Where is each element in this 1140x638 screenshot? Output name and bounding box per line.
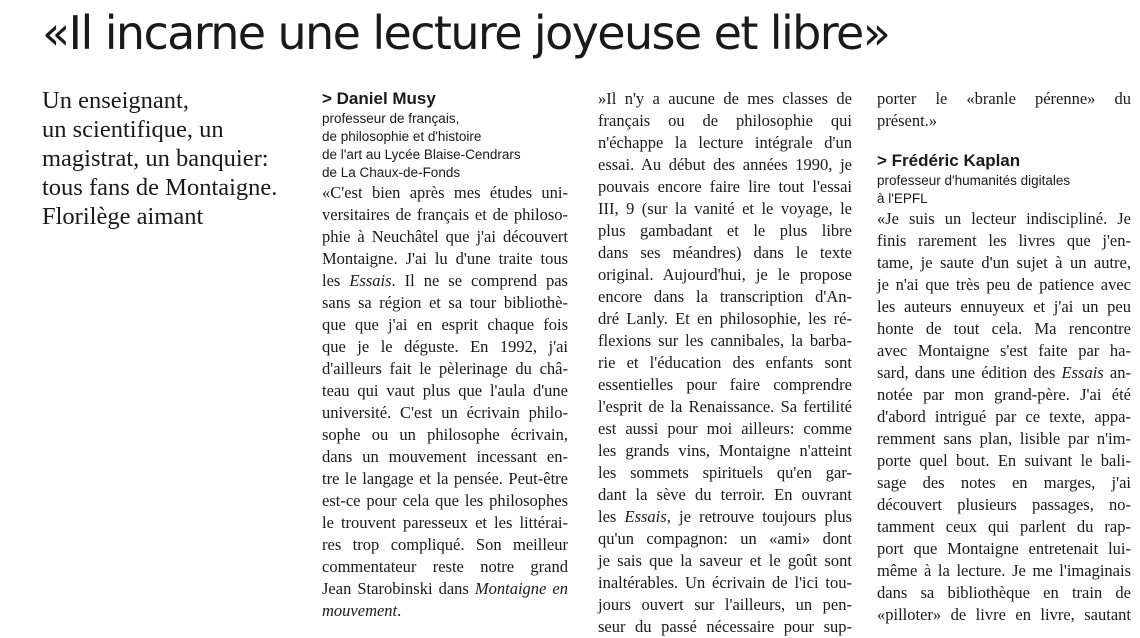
body-line: dans sa bibliothèque en train de [877, 583, 1131, 602]
author-role-line: de philosophie et d'histoire [322, 129, 482, 144]
body-line: dans un mouvement incessant en- [322, 447, 568, 466]
body-text: . Il ne se comprend pas [391, 271, 568, 290]
body-line [322, 270, 568, 292]
body-line: porte quel bout. En suivant le bali- [877, 451, 1131, 470]
body-line: «pilloter» de livre en livre, sautant [877, 605, 1131, 624]
lede-line: Un enseignant, [42, 87, 189, 114]
book-title: mouvement [322, 601, 398, 620]
body-line: présent.» [877, 111, 938, 130]
spacer [877, 132, 1131, 150]
body-line: jours ouvert sur l'ailleurs, un pen- [598, 595, 852, 614]
body-text: , je retrouve toujours plus [666, 507, 852, 526]
body-line: »Il n'y a aucune de mes classes de [598, 89, 852, 108]
body-line: Montaigne. J'ai lu d'une traite tous [322, 249, 568, 268]
author-name: > Frédéric Kaplan [877, 151, 1021, 170]
book-title: Essais [624, 507, 667, 526]
body-line: «Je suis un lecteur indiscipliné. Je [877, 209, 1131, 228]
body-line: commentateur reste notre grand [322, 557, 568, 576]
body-line: je sais que la saveur et le goût sont [598, 551, 852, 570]
author-name: > Daniel Musy [322, 89, 436, 108]
body-line: que je le déguste. En 1992, j'ai [322, 337, 568, 356]
body-line: rie et l'éducation des enfants sont [598, 353, 852, 372]
body-line: inaltérables. Un écrivain de l'ici tou- [598, 573, 852, 592]
body-line: avec Montaigne s'est faite par ha- [877, 341, 1131, 360]
body-line: essai. Au début des années 1990, je [598, 155, 852, 174]
body-line: encore dans la transcription d'An- [598, 287, 852, 306]
lede-line: magistrat, un banquier: [42, 145, 269, 172]
book-title: Montaigne en [474, 579, 569, 598]
body-line: d'ailleurs fait le pèlerinage du châ- [322, 359, 568, 378]
body-text: . [397, 601, 402, 620]
body-line: III, 9 (sur la vanité et le voyage, le [598, 199, 852, 218]
body-line: versitaires de français et de philoso- [322, 205, 568, 224]
lede [42, 86, 312, 231]
body-line: essentielles pour faire comprendre [598, 375, 852, 394]
book-title: Essais [349, 271, 392, 290]
author-role-line: de La Chaux-de-Fonds [322, 165, 461, 180]
body-line: remment sans plan, lisible par n'im- [877, 429, 1131, 448]
body-line: même à la lecture. Je me l'imaginais [877, 561, 1131, 580]
body-line: tre le langage et la pensée. Peut-être [322, 469, 568, 488]
body-line: dans ses méandres) dans le texte [598, 243, 852, 262]
book-title: Essais [1061, 363, 1104, 382]
body-line: sans sa région et sa tour bibliothè- [322, 293, 568, 312]
body-line: l'esprit de la Renaissance. Sa fertilité [598, 397, 852, 416]
column-frederic-kaplan [877, 88, 1131, 626]
body-line [877, 362, 1131, 384]
body-text: les [322, 271, 350, 290]
body-line: tamment ceux qui parlent du rap- [877, 517, 1131, 536]
body-line: «C'est bien après mes études uni- [322, 183, 568, 202]
lede-line: tous fans de Montaigne. [42, 174, 278, 201]
headline: «Il incarne une lecture joyeuse et libre» [42, 6, 890, 60]
body-text: Jean Starobinski dans [322, 579, 475, 598]
body-line: université. C'est un écrivain philo- [322, 403, 568, 422]
body-line: sage des notes en marges, j'ai [877, 473, 1131, 492]
column-daniel-musy [322, 88, 568, 622]
body-line [322, 600, 568, 622]
body-line: teau qui vaut plus que l'aula d'une [322, 381, 568, 400]
body-line: je n'ai que très peu de patience avec [877, 275, 1131, 294]
body-line: français ou de philosophie qui [598, 111, 852, 130]
body-line: original. Aujourd'hui, je le propose [598, 265, 852, 284]
body-line: port que Montaigne entretenait lui- [877, 539, 1131, 558]
body-line: d'abord intrigué par ce texte, appa- [877, 407, 1131, 426]
body-line: est-ce pour cela que les philosophes [322, 491, 568, 510]
body-text: an- [1103, 363, 1131, 382]
body-line: pouvais encore faire lire tout l'essai [598, 177, 852, 196]
body-line: notée par mon grand-père. J'ai été [877, 385, 1131, 404]
body-line: les sommets spirituels qu'en gar- [598, 463, 852, 482]
body-line: est aussi pour moi ailleurs: comme [598, 419, 852, 438]
body-text: sard, dans une édition des [877, 363, 1062, 382]
body-line: plus gambadant et le plus libre [598, 221, 852, 240]
body-line: honte de tout cela. Ma rencontre [877, 319, 1131, 338]
author-role-line: à l'EPFL [877, 191, 928, 206]
body-line: que que j'ai en esprit chaque fois [322, 315, 568, 334]
body-line [322, 578, 568, 600]
body-line: découvert plusieurs passages, no- [877, 495, 1131, 514]
body-line: phie à Neuchâtel que j'ai découvert [322, 227, 568, 246]
body-line: flexions sur les cannibales, la barba- [598, 331, 852, 350]
body-line: les auteurs ennuyeux et j'ai un peu [877, 297, 1131, 316]
lede-line: un scientifique, un [42, 116, 224, 143]
author-role-line: professeur de français, [322, 111, 460, 126]
body-line: dré Lanly. Et en philosophie, les ré- [598, 309, 852, 328]
body-line: qu'un compagnon: un «ami» dont [598, 529, 852, 548]
body-line: le trouvent paresseux et les littérai- [322, 513, 568, 532]
body-line: dant la sève du terroir. En ouvrant [598, 485, 852, 504]
body-text: les [598, 507, 625, 526]
body-line [598, 506, 852, 528]
body-line: tame, je saute d'un sujet à un autre, [877, 253, 1131, 272]
body-line: finis rarement les livres que j'en- [877, 231, 1131, 250]
body-line: n'échappe la lecture intégrale d'un [598, 133, 852, 152]
author-role-line: professeur d'humanités digitales [877, 173, 1071, 188]
column-continuation [598, 88, 852, 638]
body-line: seur du passé nécessaire pour sup- [598, 617, 852, 636]
body-line: res trop compliqué. Son meilleur [322, 535, 568, 554]
body-line: les grands vins, Montaigne n'atteint [598, 441, 852, 460]
body-line: sophe ou un philosophe écrivain, [322, 425, 568, 444]
body-line: porter le «branle pérenne» du [877, 89, 1131, 108]
lede-line: Florilège aimant [42, 203, 204, 230]
author-role-line: de l'art au Lycée Blaise-Cendrars [322, 147, 521, 162]
